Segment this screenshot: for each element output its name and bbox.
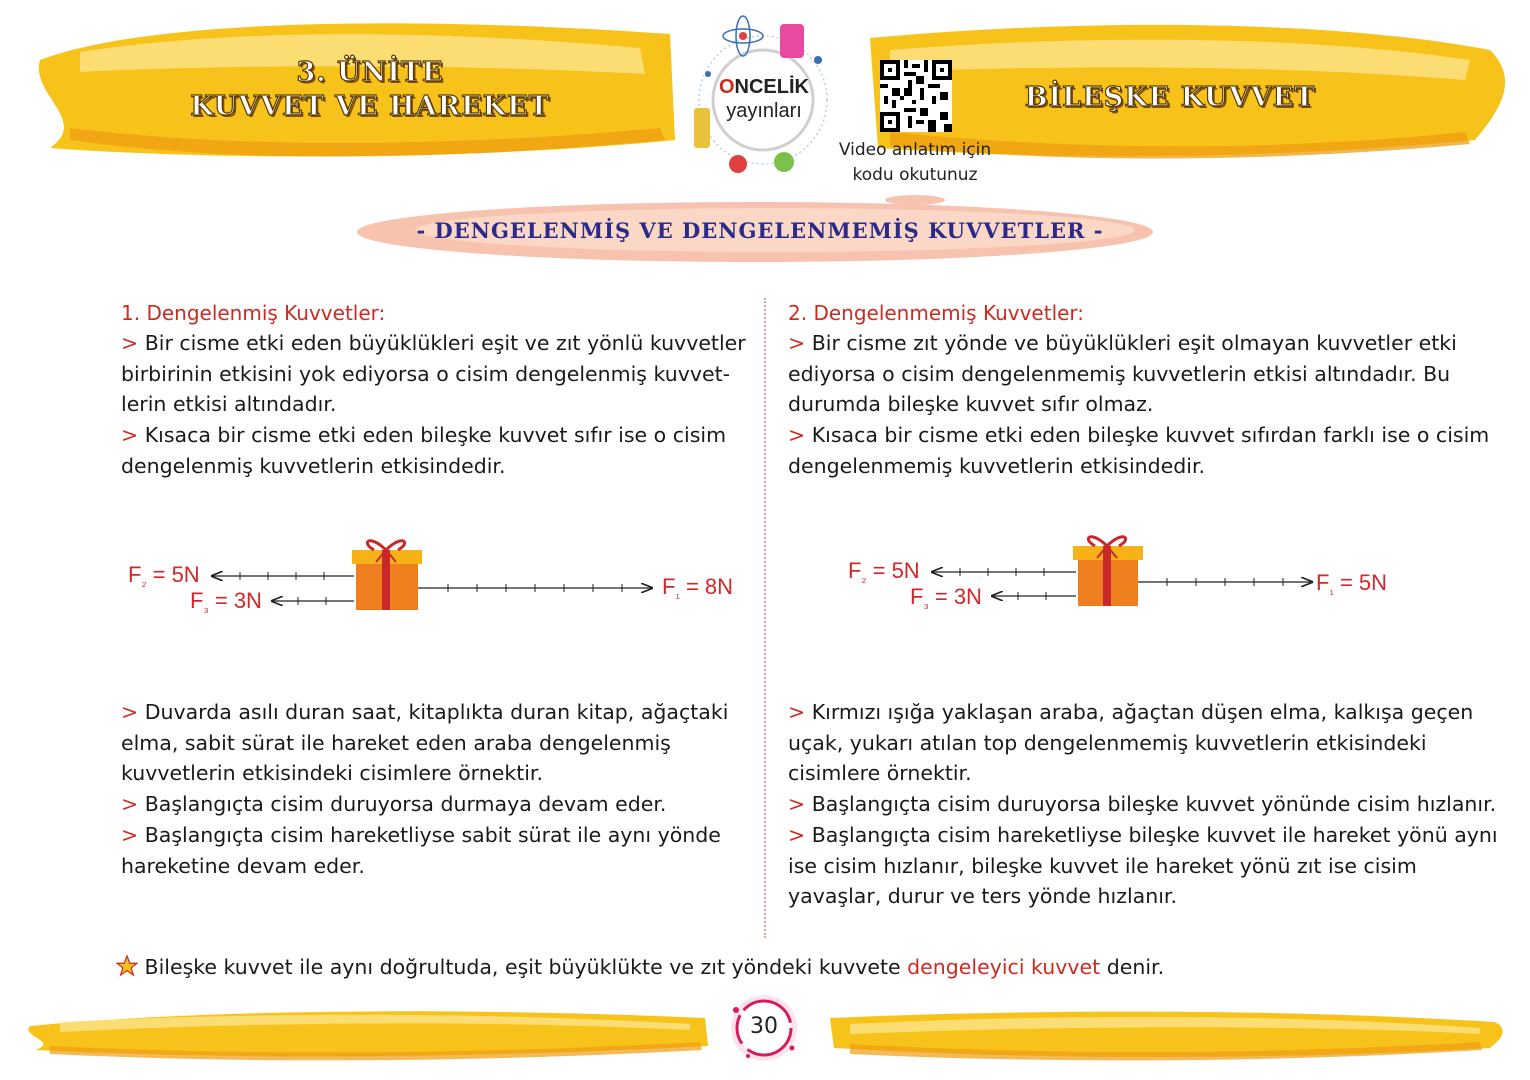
gift-box-icon bbox=[1073, 537, 1143, 606]
logo-name: ONCELİK bbox=[718, 76, 809, 98]
left-paragraph-1: > Bir cisme etki eden büyüklükleri eşit ve zıt yönlü kuvvetler birbirinin etkisini yok ediyorsa o cisim dengelenmiş kuvvet-lerin etkisi altındadır. bbox=[121, 331, 746, 417]
left-f2-label: F₂ = 5N bbox=[128, 562, 200, 589]
left-paragraph-2: > Kısaca bir cisme etki eden bileşke kuvvet sıfır ise o cisim dengelenmiş kuvvetlerin etkisindedir. bbox=[121, 423, 727, 478]
page-title: - DENGELENMİŞ VE DENGELENMEMİŞ KUVVETLER - bbox=[416, 218, 1104, 243]
left-column-top bbox=[121, 298, 751, 482]
publisher-logo bbox=[688, 14, 838, 174]
left-f3-label: F₃ = 3N bbox=[190, 588, 262, 615]
right-f1-label: F₁ = 5N bbox=[1316, 570, 1388, 597]
left-paragraph-3: > Duvarda asılı duran saat, kitaplıkta duran kitap, ağaçtaki elma, sabit sürat ile hareket eden araba dengelenmiş kuvvetlerin etkisindeki cisimlere örnektir. bbox=[121, 700, 729, 786]
qr-caption bbox=[836, 138, 994, 188]
right-f2-label: F₂ = 5N bbox=[848, 558, 920, 585]
note-end: denir. bbox=[1106, 955, 1165, 979]
left-paragraph-4: > Başlangıçta cisim duruyorsa durmaya devam eder. bbox=[121, 792, 667, 817]
page-number: 30 bbox=[750, 1014, 778, 1039]
gift-box-icon bbox=[352, 541, 422, 610]
right-f3-label: F₃ = 3N bbox=[910, 584, 982, 611]
left-f1-label: F₁ = 8N bbox=[662, 574, 734, 601]
right-column-top bbox=[788, 298, 1503, 482]
left-force-diagram bbox=[200, 530, 670, 620]
right-paragraph-1: > Bir cisme zıt yönde ve büyüklükleri eşit olmayan kuvvetler etki ediyorsa o cisim dengelenmemiş kuvvetlerin etkisi altındadır. Bu durumda bileşke kuvvet sıfır olmaz. bbox=[788, 331, 1457, 417]
logo-sub: yayınları bbox=[726, 100, 802, 122]
left-paragraph-5: > Başlangıçta cisim hareketliyse sabit sürat ile aynı yönde hareketine devam eder. bbox=[121, 822, 721, 878]
right-paragraph-5: > Başlangıçta cisim hareketliyse bileşke kuvvet ile hareket yönü aynı ise cisim hızlanır, bileşke kuvvet ile hareket yönü zıt ise cisim yavaşlar, durur ve ters yönde hızlanır. bbox=[788, 822, 1498, 909]
qr-caption-line1: Video anlatım için bbox=[838, 140, 992, 160]
note-highlight: dengeleyici kuvvet bbox=[907, 955, 1101, 979]
right-column-bottom bbox=[788, 697, 1508, 912]
footer-left-banner bbox=[0, 1000, 720, 1070]
note-text: Bileşke kuvvet ile aynı doğrultuda, eşit büyüklükte ve zıt yöndeki kuvvete bbox=[144, 955, 901, 979]
column-divider bbox=[764, 298, 766, 938]
qr-code[interactable] bbox=[880, 60, 952, 132]
right-paragraph-2: > Kısaca bir cisme etki eden bileşke kuvvet sıfırdan farklı ise o cisim dengelenmemiş kuvvetlerin etkisindedir. bbox=[788, 423, 1490, 478]
left-column-bottom bbox=[121, 697, 751, 881]
topic-title: BİLEŞKE KUVVET bbox=[1024, 82, 1316, 113]
right-heading: 2. Dengelenmemiş Kuvvetler: bbox=[788, 301, 1085, 325]
unit-name: KUVVET VE HAREKET bbox=[190, 91, 550, 122]
unit-number: 3. ÜNİTE bbox=[296, 57, 444, 88]
unit-title bbox=[150, 56, 590, 124]
footer-right-banner bbox=[820, 1000, 1510, 1070]
star-icon bbox=[116, 955, 138, 977]
footer-note bbox=[116, 952, 1416, 982]
left-heading: 1. Dengelenmiş Kuvvetler: bbox=[121, 301, 386, 325]
qr-caption-line2: kodu okutunuz bbox=[852, 165, 978, 185]
right-paragraph-3: > Kırmızı ışığa yaklaşan araba, ağaçtan düşen elma, kalkışa geçen uçak, yukarı atılan top dengelenmemiş kuvvetlerin etkisindeki cisimlere örnektir. bbox=[788, 700, 1474, 786]
right-paragraph-4: > Başlangıçta cisim duruyorsa bileşke kuvvet yönünde cisim hızlanır. bbox=[788, 792, 1497, 817]
